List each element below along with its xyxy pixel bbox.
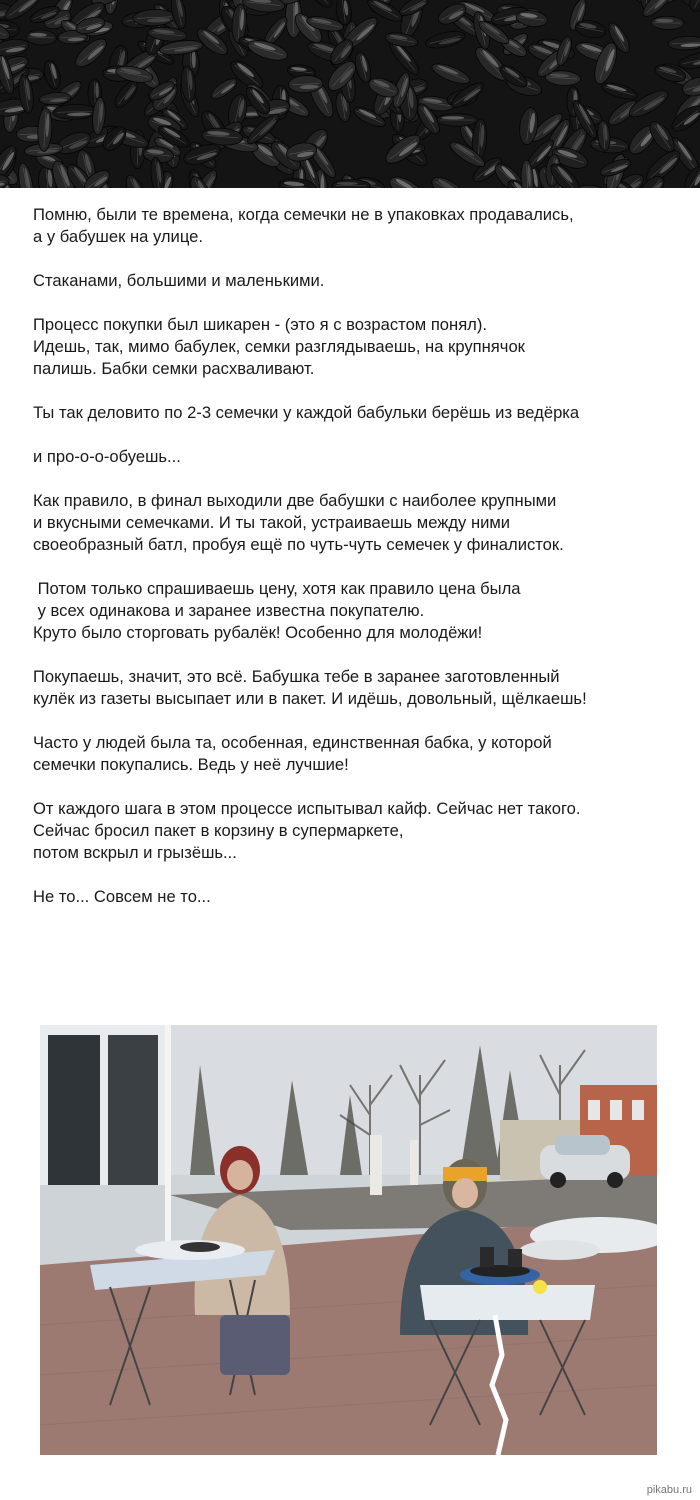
paragraph-4: Ты так деловито по 2-3 семечки у каждой бабульки берёшь из ведёрка (33, 403, 580, 422)
paragraph-3: Процесс покупки был шикарен - (это я с возрастом понял). Идешь, так, мимо бабулек, семки разглядываешь, на крупнячок палишь. Бабки семки расхваливают. (33, 315, 525, 378)
sunflower-seeds-image (0, 0, 700, 188)
paragraph-2: Стаканами, большими и маленькими. (33, 271, 325, 290)
paragraph-9: Часто у людей была та, особенная, единственная бабка, у которой семечки покупались. Ведь у неё лучшие! (33, 733, 552, 774)
paragraph-8: Покупаешь, значит, это всё. Бабушка тебе в заранее заготовленный кулёк из газеты высыпает или в пакет. И идёшь, довольный, щёлкаешь! (33, 667, 587, 708)
paragraph-10: От каждого шага в этом процессе испытывал кайф. Сейчас нет такого. Сейчас бросил пакет в корзину в супермаркете, потом вскрыл и грызёшь... (33, 799, 581, 862)
paragraph-11: Не то... Совсем не то... (33, 887, 211, 906)
paragraph-5: и про-о-о-обуешь... (33, 447, 181, 466)
paragraph-7: Потом только спрашиваешь цену, хотя как правило цена была у всех одинакова и заранее известна покупателю. Круто было сторговать рубалёк! Особенно для молодёжи! (33, 579, 521, 642)
paragraph-1: Помню, были те времена, когда семечки не в упаковках продавались, а у бабушек на улице. (33, 205, 574, 246)
grandmothers-selling-seeds-icon (40, 1025, 657, 1455)
sunflower-seeds-icon (0, 0, 700, 188)
street-photo (40, 1025, 657, 1455)
paragraph-6: Как правило, в финал выходили две бабушки с наиболее крупными и вкусными семечками. И ты такой, устраиваешь между ними своеобразный батл, пробуя ещё по чуть-чуть семечек у финалисток. (33, 491, 564, 554)
pikabu-watermark: pikabu.ru (646, 1484, 692, 1496)
article-text (33, 204, 683, 930)
